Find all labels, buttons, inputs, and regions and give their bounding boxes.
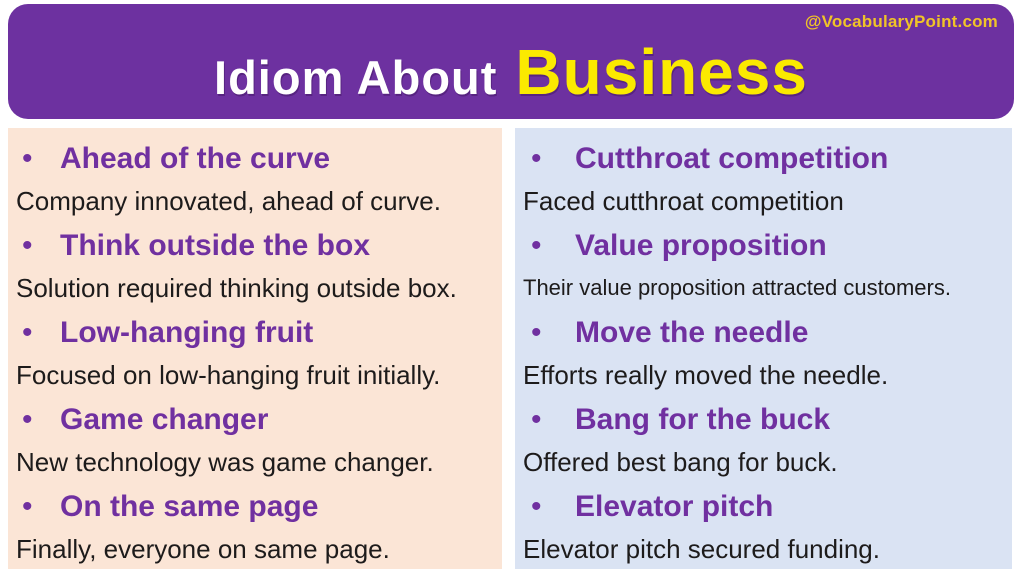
idiom-sentence: New technology was game changer. [16, 447, 434, 477]
title-main-text: Idiom About [214, 51, 498, 104]
idiom-term: Low-hanging fruit [60, 316, 314, 349]
bullet-icon: • [22, 142, 33, 175]
idiom-item [8, 310, 502, 397]
idiom-term: Cutthroat competition [575, 142, 889, 175]
idiom-item [515, 136, 1012, 223]
idiom-sentence: Efforts really moved the needle. [523, 360, 889, 390]
idiom-sentence: Their value proposition attracted customers. [523, 275, 951, 300]
idiom-sentence: Focused on low-hanging fruit initially. [16, 360, 441, 390]
idiom-term: On the same page [60, 490, 319, 523]
idiom-term: Game changer [60, 403, 269, 436]
idiom-item [8, 223, 502, 310]
bullet-icon: • [22, 229, 33, 262]
idiom-term-row [515, 397, 1012, 443]
idiom-term-row [8, 136, 502, 182]
title-accent-text: Business [515, 36, 808, 108]
idiom-column-right [515, 128, 1012, 569]
bullet-icon: • [22, 316, 33, 349]
idiom-term-row [8, 223, 502, 269]
idiom-term: Ahead of the curve [60, 142, 331, 175]
idiom-item [515, 397, 1012, 484]
idiom-item [515, 484, 1012, 571]
idiom-item [8, 136, 502, 223]
bullet-icon: • [531, 403, 542, 436]
bullet-icon: • [22, 403, 33, 436]
idiom-term: Bang for the buck [575, 403, 831, 436]
idiom-term-row [8, 310, 502, 356]
idiom-term: Elevator pitch [575, 490, 774, 523]
idiom-sentence: Finally, everyone on same page. [16, 534, 390, 564]
idiom-term: Value proposition [575, 229, 827, 262]
idiom-item [8, 484, 502, 571]
page-title [8, 35, 1014, 109]
header-banner [8, 4, 1014, 119]
idiom-term-row [515, 310, 1012, 356]
idiom-term-row [515, 484, 1012, 530]
bullet-icon: • [531, 142, 542, 175]
idiom-sentence: Company innovated, ahead of curve. [16, 186, 441, 216]
bullet-icon: • [22, 490, 33, 523]
idiom-sentence: Offered best bang for buck. [523, 447, 838, 477]
idiom-term-row [8, 484, 502, 530]
idiom-sentence: Faced cutthroat competition [523, 186, 844, 216]
idiom-item [515, 310, 1012, 397]
idiom-item [8, 397, 502, 484]
idiom-column-left [8, 128, 502, 569]
idiom-item [515, 223, 1012, 310]
bullet-icon: • [531, 490, 542, 523]
idiom-sentence: Elevator pitch secured funding. [523, 534, 880, 564]
idiom-term-row [8, 397, 502, 443]
watermark-text: @VocabularyPoint.com [804, 12, 998, 31]
idiom-term: Think outside the box [60, 229, 371, 262]
bullet-icon: • [531, 316, 542, 349]
idiom-term: Move the needle [575, 316, 809, 349]
idiom-term-row [515, 223, 1012, 269]
idiom-sentence: Solution required thinking outside box. [16, 273, 457, 303]
idiom-term-row [515, 136, 1012, 182]
bullet-icon: • [531, 229, 542, 262]
